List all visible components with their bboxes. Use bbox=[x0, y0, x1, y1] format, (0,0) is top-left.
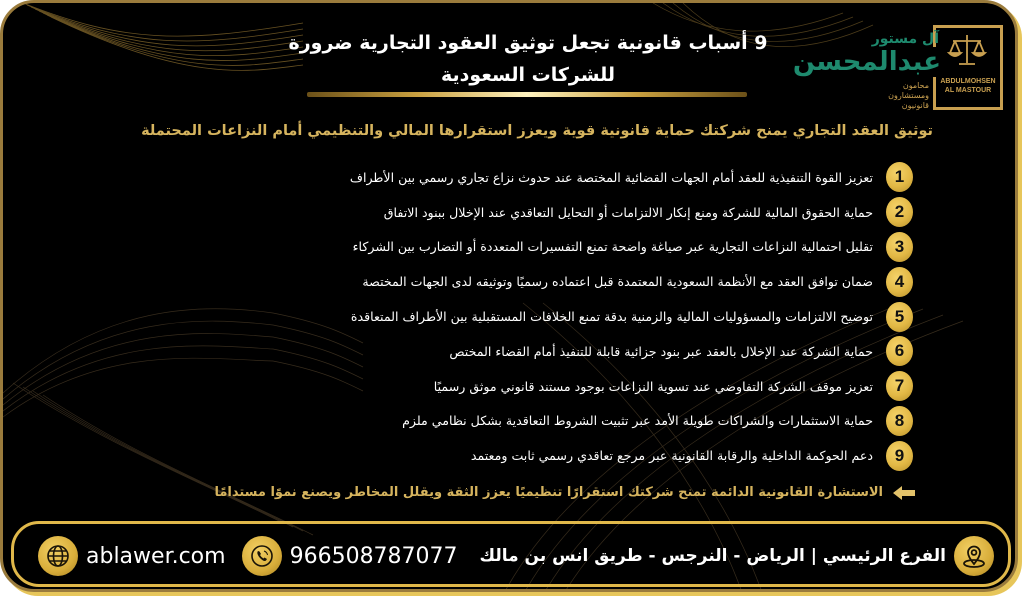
subtitle: توثيق العقد التجاري يمنح شركتك حماية قانونية قوية ويعزز استقرارها المالي والتنظيمي أمام النزاعات المحتملة bbox=[141, 123, 933, 139]
number-badge: 8 bbox=[886, 406, 913, 436]
list-item bbox=[153, 230, 913, 265]
logo-english-name: ABDULMOHSEN AL MASTOUR bbox=[937, 77, 999, 95]
logo-tagline: محامون ومستشارون قانونيون bbox=[888, 81, 929, 110]
globe-icon bbox=[38, 536, 78, 576]
website-link[interactable]: ablawer.com bbox=[86, 543, 226, 569]
reasons-list bbox=[153, 160, 913, 473]
number-badge: 6 bbox=[886, 336, 913, 366]
scales-of-justice-icon bbox=[947, 33, 987, 67]
logo-arabic-name: عبدالمحسن bbox=[792, 47, 941, 77]
number-badge: 2 bbox=[886, 197, 913, 227]
list-item bbox=[153, 195, 913, 230]
page-title bbox=[253, 27, 803, 91]
firm-logo bbox=[792, 19, 1003, 119]
reason-text: حماية الحقوق المالية للشركة ومنع إنكار الالتزامات أو التحايل التعاقدي عند الإخلال ببنود الاتفاق bbox=[383, 204, 873, 220]
reason-text: ضمان توافق العقد مع الأنظمة السعودية المعتمدة قبل اعتماده رسميًا وتوثيقه لدى الجهات المختصة bbox=[362, 274, 873, 290]
contact-footer bbox=[11, 521, 1011, 587]
logo-family-name: آل مستور bbox=[871, 31, 939, 47]
reason-text: تعزيز موقف الشركة التفاوضي عند تسوية النزاعات بوجود مستند قانوني موثق رسميًا bbox=[433, 378, 873, 394]
list-item bbox=[153, 264, 913, 299]
number-badge: 9 bbox=[886, 441, 913, 471]
footer-address bbox=[479, 536, 994, 576]
number-badge: 3 bbox=[886, 232, 913, 262]
title-divider bbox=[307, 92, 747, 97]
reason-text: توضيح الالتزامات والمسؤوليات المالية والزمنية بدقة تمنع الخلافات المستقبلية بين الأطراف المتعاقدة bbox=[350, 309, 873, 325]
list-item bbox=[153, 404, 913, 439]
phone-number[interactable]: 966508787077 bbox=[289, 543, 458, 569]
list-item bbox=[153, 369, 913, 404]
arrow-left-icon bbox=[893, 486, 915, 500]
number-badge: 4 bbox=[886, 267, 913, 297]
list-item bbox=[153, 438, 913, 473]
title-line-2: للشركات السعودية bbox=[441, 64, 615, 86]
phone-icon bbox=[242, 536, 282, 576]
number-badge: 7 bbox=[886, 371, 913, 401]
conclusion bbox=[214, 485, 915, 500]
reason-text: حماية الاستثمارات والشراكات طويلة الأمد عبر تثبيت الشروط التعاقدية بشكل نظامي ملزم bbox=[402, 413, 873, 429]
footer-contacts bbox=[38, 536, 466, 576]
reason-text: تعزيز القوة التنفيذية للعقد أمام الجهات القضائية المختصة عند حدوث نزاع تجاري رسمي بين الأطراف bbox=[349, 169, 873, 185]
list-item bbox=[153, 299, 913, 334]
list-item bbox=[153, 160, 913, 195]
reason-text: تقليل احتمالية النزاعات التجارية عبر صياغة واضحة تمنع التفسيرات المتعددة أو التضارب بين الشركاء bbox=[352, 239, 873, 255]
conclusion-text: الاستشارة القانونية الدائمة تمنح شركتك استقرارًا تنظيميًا يعزز الثقة ويقلل المخاطر ويصنع نموًا مستدامًا bbox=[214, 485, 883, 500]
reason-text: دعم الحوكمة الداخلية والرقابة القانونية عبر مرجع تعاقدي رسمي ثابت ومعتمد bbox=[470, 448, 873, 464]
reason-text: حماية الشركة عند الإخلال بالعقد عبر بنود جزائية قابلة للتنفيذ أمام القضاء المختص bbox=[449, 343, 873, 359]
title-line-1: 9 أسباب قانونية تجعل توثيق العقود التجارية ضرورة bbox=[288, 32, 768, 54]
list-item bbox=[153, 334, 913, 369]
number-badge: 1 bbox=[886, 162, 913, 192]
branch-address: الفرع الرئيسي | الرياض - النرجس - طريق انس بن مالك bbox=[479, 546, 946, 566]
number-badge: 5 bbox=[886, 302, 913, 332]
location-pin-icon bbox=[954, 536, 994, 576]
